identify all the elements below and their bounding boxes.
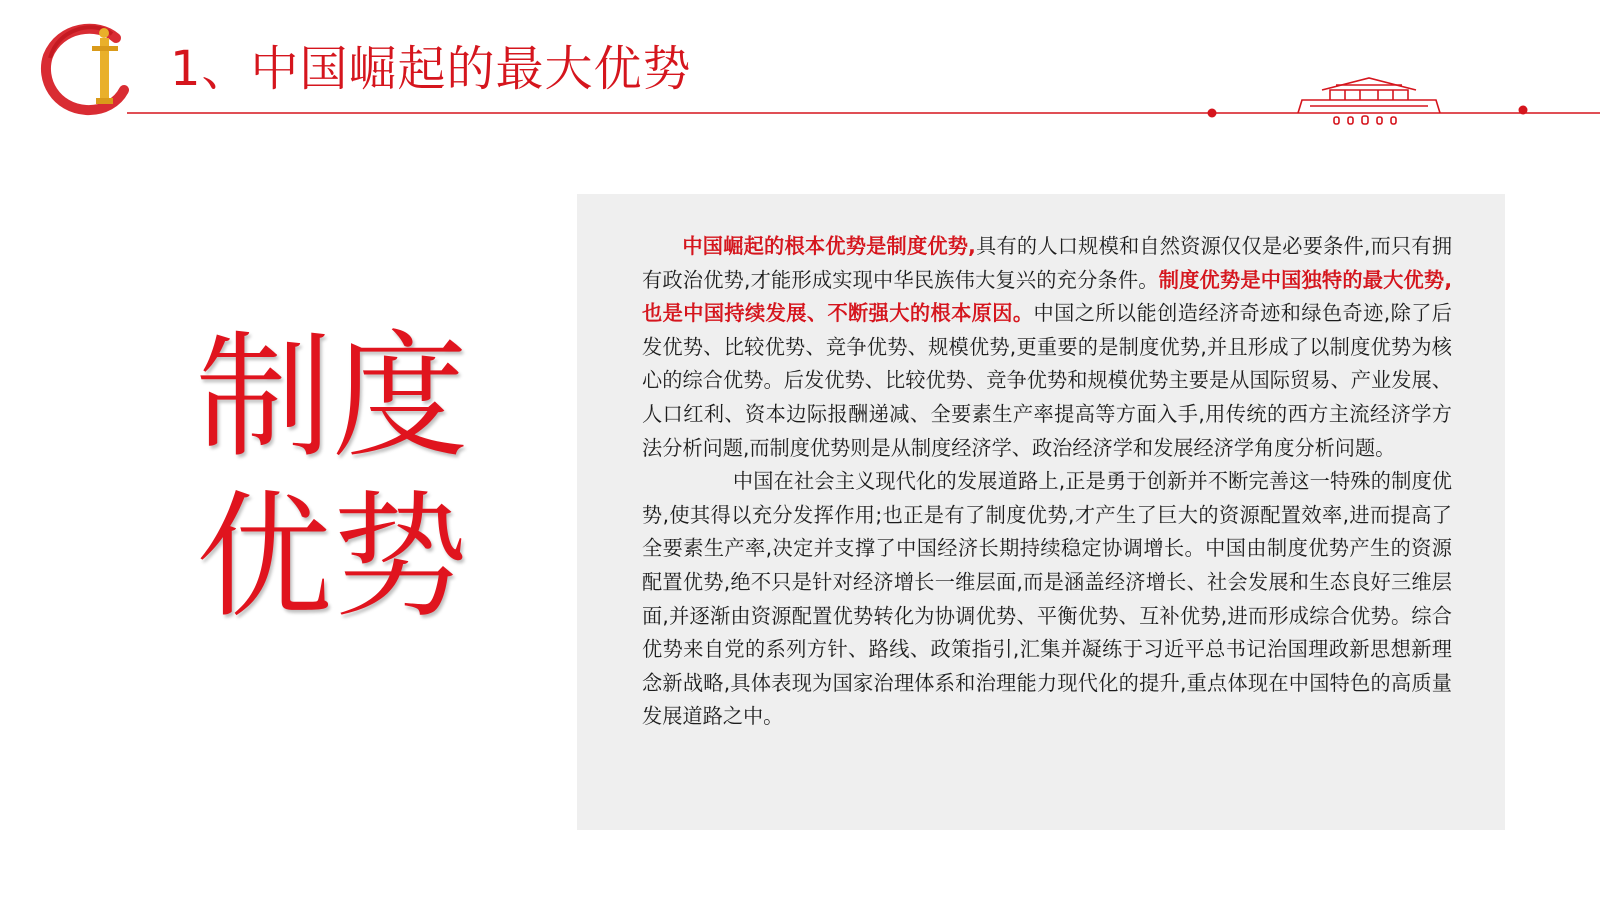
big-heading-line-1: 制度 xyxy=(196,319,468,477)
header-divider xyxy=(0,70,1600,130)
highlight-fundamental-advantage: 中国崛起的根本优势是制度优势, xyxy=(682,234,976,258)
paragraph-1-text-b: 中国之所以能创造经济奇迹和绿色奇迹,除了后发优势、比较优势、竞争优势、规模优势,更重要的是制度优势,并且形成了以制度优势为核心的综合优势。后发优势、比较优势、竞争优势和规模优势主要是从国际贸易、产业发展、人口红利、资本边际报酬递减、全要素生产率提高等方面入手,用传统的西方主流经济学方法分析问题,而制度优势则是从制度经济学、政治经济学和发展经济学角度分析问题。 xyxy=(642,301,1452,460)
highlight-unique-advantage: 制度优势是中国独特的最大优势,也是中国持续发展、不断强大的根本原因。 xyxy=(642,267,1453,326)
body-text xyxy=(642,230,1452,734)
paragraph-1 xyxy=(642,230,1452,465)
paragraph-1-text-a: 具有的人口规模和自然资源仅仅是必要条件,而只有拥有政治优势,才能形成实现中华民族伟大复兴的充分条件。 xyxy=(642,234,1453,292)
page-title: 1、中国崛起的最大优势 xyxy=(170,41,692,97)
tiananmen-gate-icon xyxy=(1298,78,1440,124)
big-heading xyxy=(196,318,496,638)
big-heading-line-2: 优势 xyxy=(196,479,468,637)
paragraph-2: 中国在社会主义现代化的发展道路上,正是勇于创新并不断完善这一特殊的制度优势,使其得以充分发挥作用;也正是有了制度优势,才产生了巨大的资源配置效率,进而提高了全要素生产率,决定并支撑了中国经济长期持续稳定协调增长。中国由制度优势产生的资源配置优势,绝不只是针对经济增长一维层面,而是涵盖经济增长、社会发展和生态良好三维层面,并逐渐由资源配置优势转化为协调优势、平衡优势、互补优势,进而形成综合优势。综合优势来自党的系列方针、路线、政策指引,汇集并凝练于习近平总书记治国理政新思想新理念新战略,具体表现为国家治理体系和治理能力现代化的提升,重点体现在中国特色的高质量发展道路之中。 xyxy=(642,469,1452,729)
